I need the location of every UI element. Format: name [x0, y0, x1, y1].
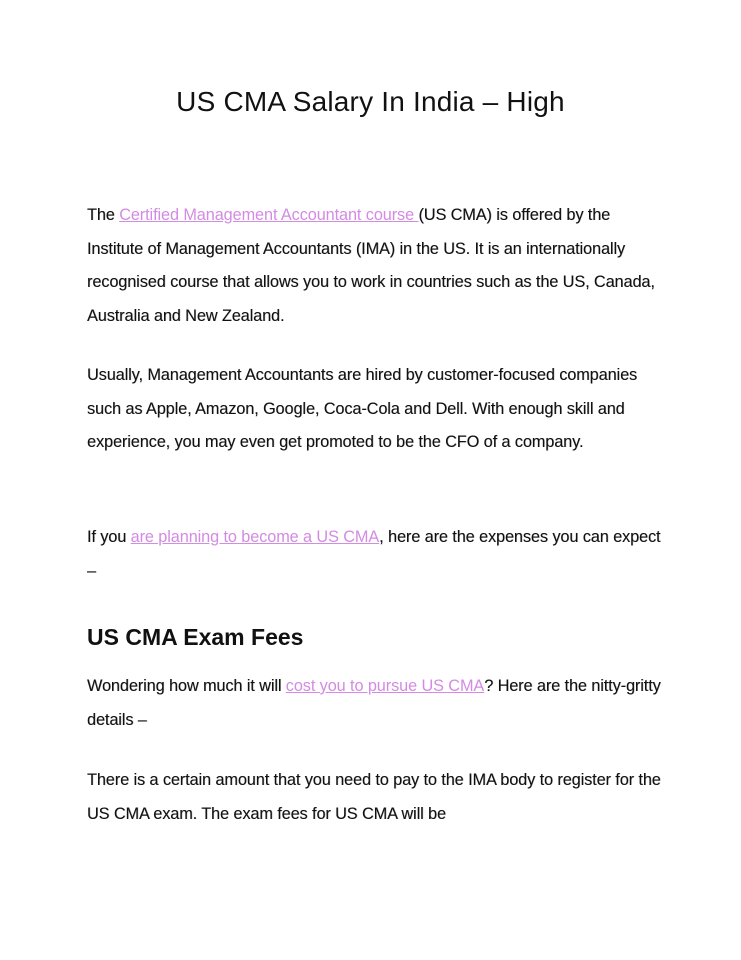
employers-paragraph: Usually, Management Accountants are hired by customer-focused companies such as Apple, Amazon, Google, Coca-Cola and Dell. With enough skill and experience, you may even get promoted to be the CFO of a company.: [87, 366, 638, 451]
expenses-text-after: , here are the expenses you can expect –: [87, 528, 661, 580]
page-title: US CMA Salary In India – High: [176, 86, 565, 117]
cost-to-pursue-us-cma-link[interactable]: cost you to pursue US CMA: [285, 677, 485, 695]
section-heading-exam-fees: US CMA Exam Fees: [87, 624, 304, 650]
certified-management-accountant-course-link[interactable]: Certified Management Accountant course: [119, 206, 419, 224]
registration-paragraph: There is a certain amount that you need to pay to the IMA body to register for the US CMA exam. The exam fees for US CMA will be: [87, 771, 661, 823]
intro-text-after: (US CMA) is offered by the Institute of Management Accountants (IMA) in the US. It is an internationally recognised course that allows you to work in countries such as the US, Canada, Australia and New Zealand.: [87, 206, 655, 325]
cost-paragraph: [87, 670, 662, 737]
intro-text-before: The: [87, 206, 120, 224]
cost-text-before: Wondering how much it will: [87, 677, 286, 695]
expenses-text-before: If you: [87, 528, 131, 546]
become-us-cma-link[interactable]: are planning to become a US CMA: [130, 528, 380, 546]
intro-paragraph: [87, 199, 662, 333]
expenses-paragraph: [87, 521, 662, 588]
cost-text-after: ? Here are the nitty-gritty details –: [87, 677, 661, 729]
